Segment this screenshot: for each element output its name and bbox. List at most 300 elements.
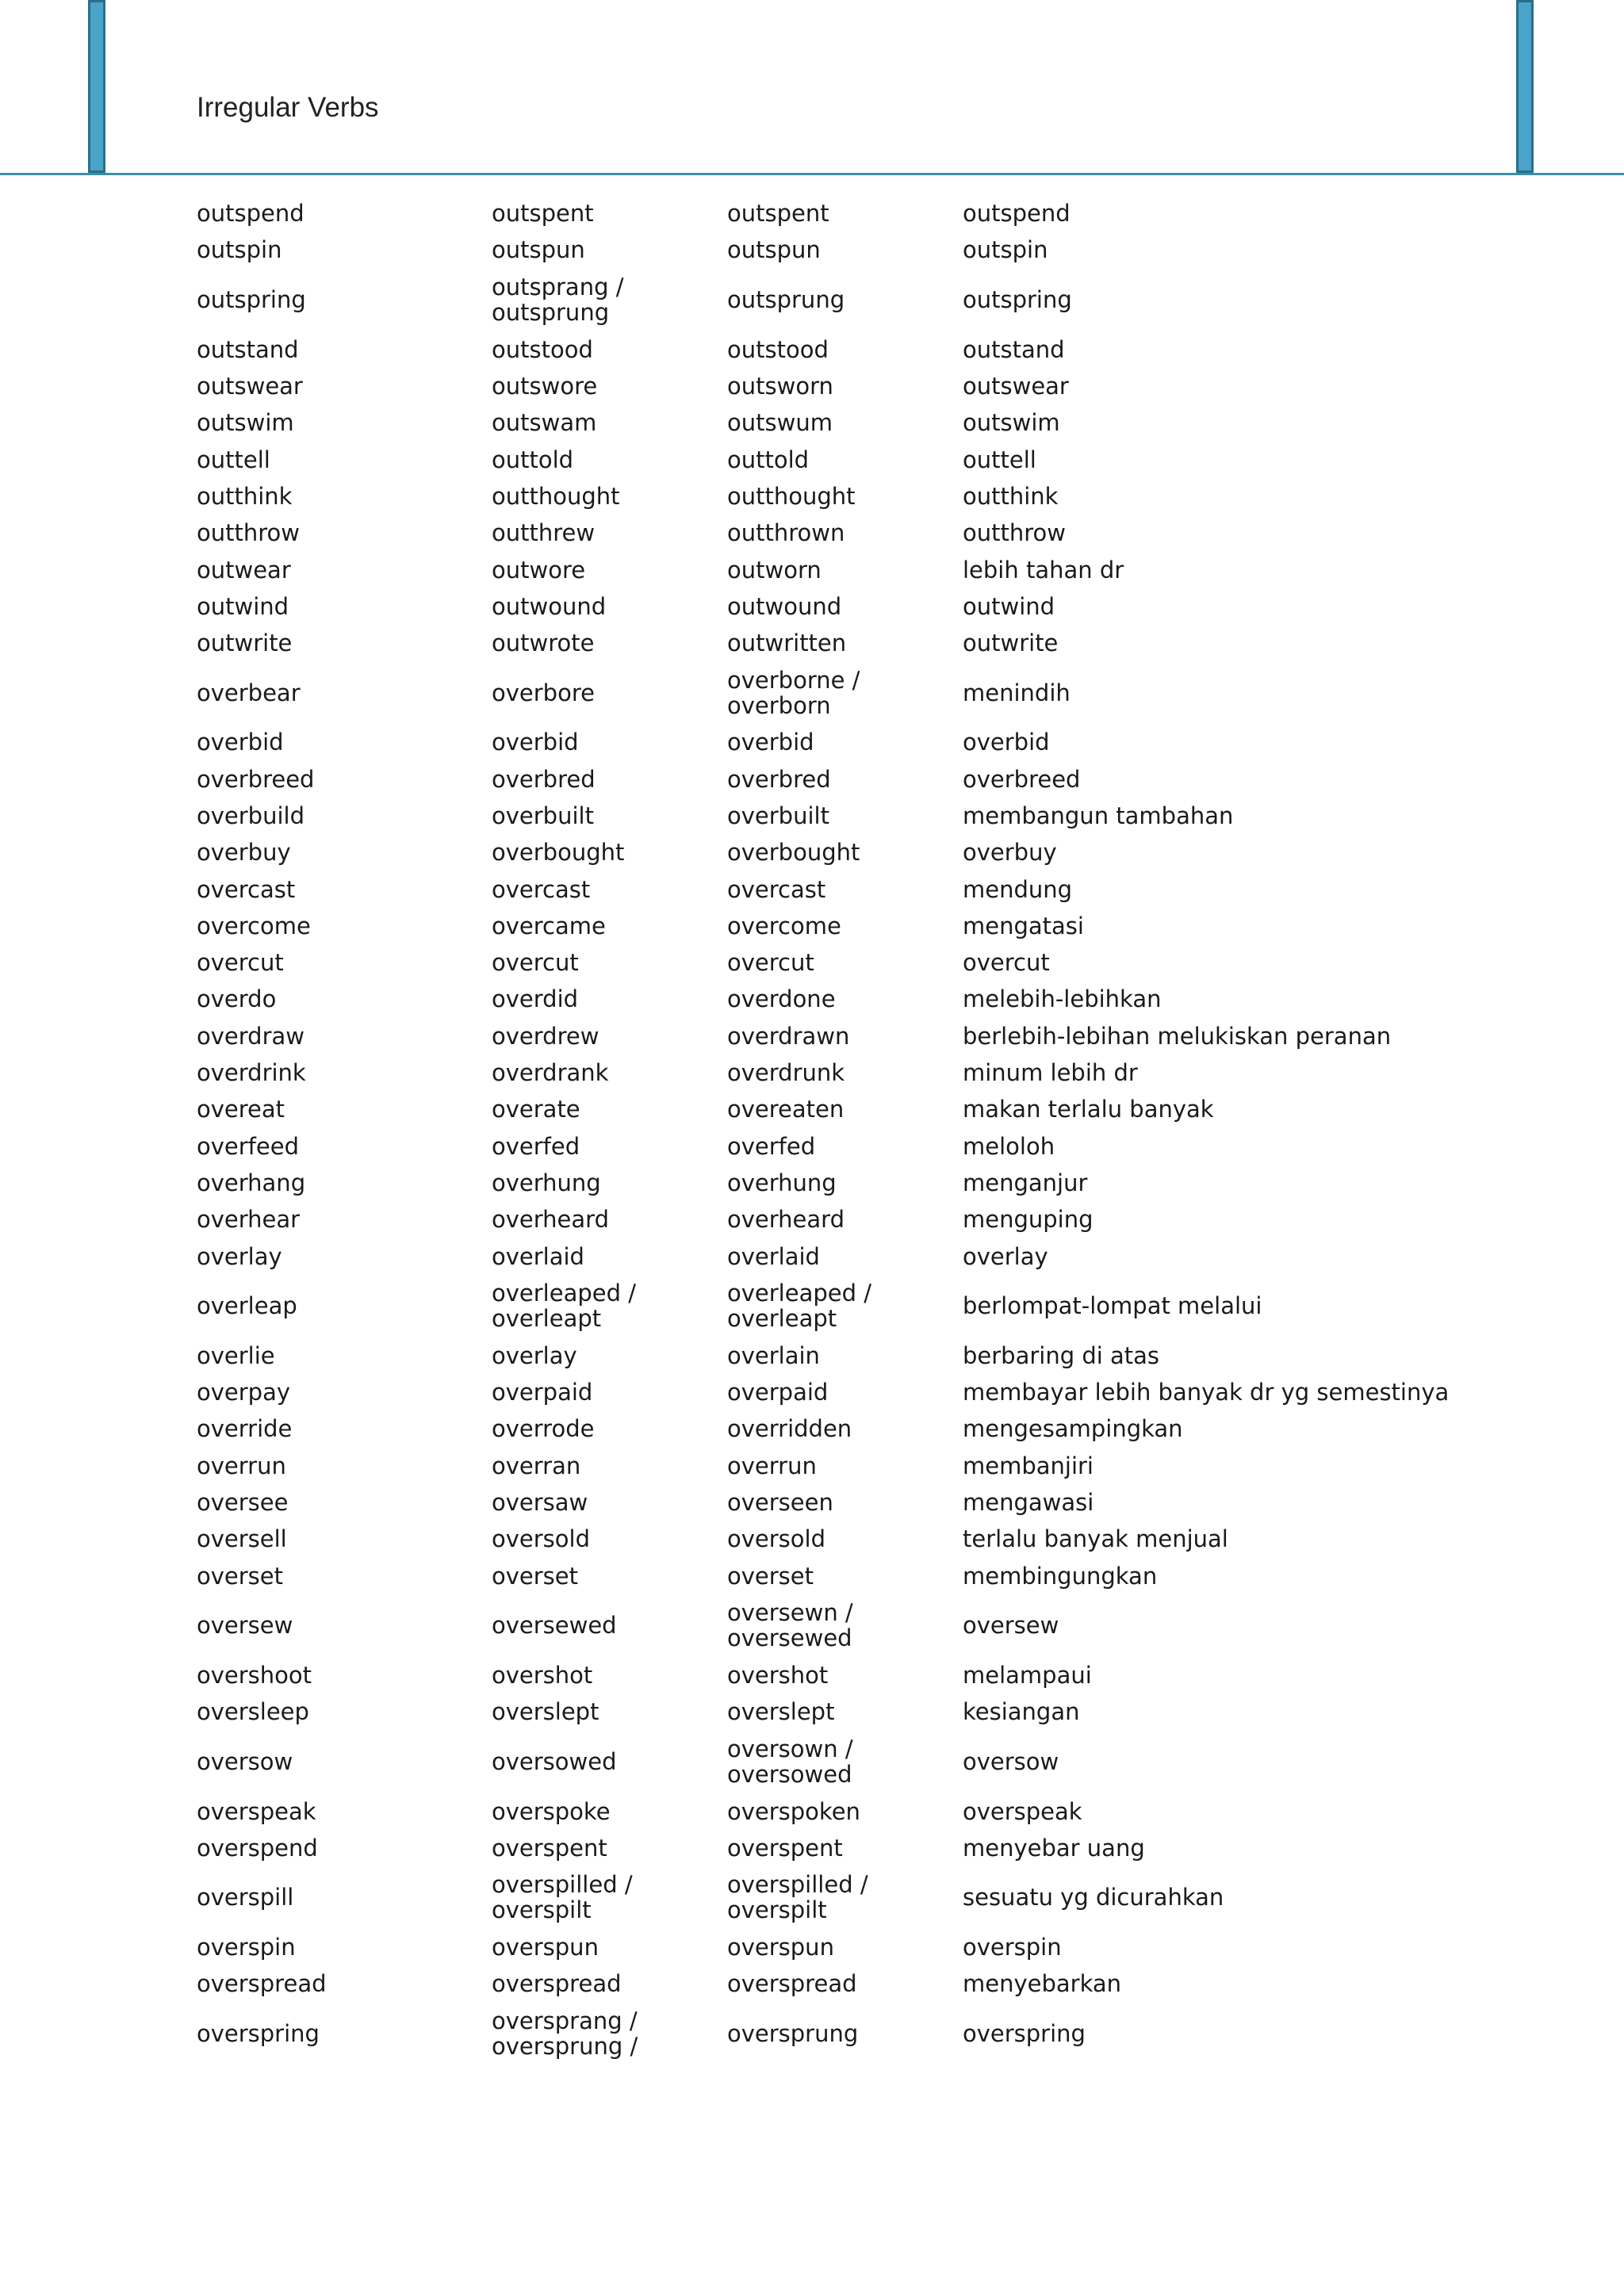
past-participle-cell [727, 404, 963, 441]
cell-text: overspilled / [727, 1871, 868, 1899]
cell-text: outspend [197, 200, 304, 228]
past-simple-cell [492, 1693, 727, 1730]
meaning-cell [963, 761, 1481, 798]
cell-text: overdrink [197, 1059, 306, 1087]
cell-text: oversewed [727, 1624, 852, 1652]
base-form-cell [197, 2003, 492, 2065]
cell-text: overleapt [727, 1305, 837, 1333]
header-accent-bar-left [88, 0, 105, 173]
cell-text: overset [492, 1562, 578, 1590]
cell-text: berlompat-lompat melalui [963, 1292, 1262, 1320]
meaning-cell [963, 798, 1481, 834]
past-simple-cell [492, 1657, 727, 1693]
meaning-cell [963, 1521, 1481, 1557]
cell-text: overcome [197, 912, 311, 939]
base-form-cell [197, 1091, 492, 1127]
cell-text: outspring [197, 286, 306, 314]
cell-text: outsworn [727, 373, 833, 400]
meaning-cell [963, 1448, 1481, 1484]
meaning-cell [963, 1866, 1481, 1929]
past-simple-cell [492, 232, 727, 268]
past-participle-cell [727, 1965, 963, 2002]
past-simple-cell [492, 1238, 727, 1274]
cell-text: oversew [963, 1612, 1059, 1640]
base-form-cell [197, 588, 492, 625]
table-row [197, 588, 1481, 625]
past-simple-cell [492, 798, 727, 834]
cell-text: overspring [963, 2020, 1086, 2048]
cell-text: overleaped / [727, 1280, 871, 1307]
past-participle-cell [727, 1448, 963, 1484]
cell-text: overspilled / [492, 1871, 633, 1899]
cell-text: outspin [963, 236, 1048, 264]
cell-text: overrun [727, 1452, 817, 1479]
table-row [197, 834, 1481, 871]
cell-text: overbreed [963, 765, 1081, 793]
past-simple-cell [492, 1018, 727, 1054]
base-form-cell [197, 441, 492, 477]
header-accent-bar-right [1516, 0, 1534, 173]
meaning-cell [963, 1730, 1481, 1793]
past-simple-cell [492, 331, 727, 368]
table-row [197, 944, 1481, 981]
past-simple-cell [492, 724, 727, 760]
cell-text: overheard [492, 1206, 609, 1234]
cell-text: overdrunk [727, 1059, 845, 1087]
past-participle-cell [727, 761, 963, 798]
table-row [197, 1374, 1481, 1410]
past-participle-cell [727, 1165, 963, 1201]
base-form-cell [197, 1730, 492, 1793]
cell-text: overcast [727, 875, 826, 903]
past-participle-cell [727, 1866, 963, 1929]
cell-text: overbought [492, 839, 625, 867]
page-title: Irregular Verbs [197, 92, 379, 123]
cell-text: overrun [197, 1452, 286, 1479]
table-row [197, 1929, 1481, 1965]
past-participle-cell [727, 1054, 963, 1091]
table-row [197, 1018, 1481, 1054]
cell-text: overlay [492, 1341, 577, 1369]
cell-text: mendung [963, 875, 1073, 903]
meaning-cell [963, 1165, 1481, 1201]
cell-text: overspin [197, 1934, 296, 1961]
cell-text: overcast [492, 875, 591, 903]
past-participle-cell [727, 625, 963, 661]
cell-text: menyebarkan [963, 1970, 1122, 1998]
cell-text: overleapt [492, 1305, 602, 1333]
past-participle-cell [727, 232, 963, 268]
cell-text: outwind [963, 592, 1055, 620]
cell-text: outwind [197, 592, 289, 620]
past-simple-cell [492, 1594, 727, 1657]
cell-text: outwore [492, 556, 586, 584]
cell-text: outswear [197, 373, 303, 400]
meaning-cell [963, 1558, 1481, 1594]
cell-text: overleaped / [492, 1280, 636, 1307]
base-form-cell [197, 798, 492, 834]
past-simple-cell [492, 515, 727, 551]
past-simple-cell [492, 944, 727, 981]
cell-text: mengatasi [963, 912, 1084, 939]
meaning-cell [963, 2003, 1481, 2065]
past-participle-cell [727, 1830, 963, 1866]
past-participle-cell [727, 724, 963, 760]
cell-text: overlain [727, 1341, 820, 1369]
cell-text: sesuatu yg dicurahkan [963, 1884, 1224, 1911]
cell-text: membanjiri [963, 1452, 1094, 1479]
past-simple-cell [492, 1484, 727, 1521]
cell-text: oversprung [727, 2020, 859, 2048]
cell-text: overbought [727, 839, 860, 867]
cell-text: outworn [727, 556, 822, 584]
past-participle-cell [727, 515, 963, 551]
past-simple-cell [492, 1448, 727, 1484]
past-participle-cell [727, 195, 963, 232]
base-form-cell [197, 368, 492, 404]
cell-text: outwrote [492, 629, 595, 657]
cell-text: overlie [197, 1341, 275, 1369]
cell-text: overcame [492, 912, 606, 939]
cell-text: outthrown [727, 519, 845, 547]
base-form-cell [197, 1558, 492, 1594]
past-participle-cell [727, 798, 963, 834]
meaning-cell [963, 478, 1481, 515]
meaning-cell [963, 1965, 1481, 2002]
past-simple-cell [492, 1929, 727, 1965]
past-simple-cell [492, 478, 727, 515]
table-row [197, 269, 1481, 331]
cell-text: outthrow [963, 519, 1066, 547]
past-simple-cell [492, 195, 727, 232]
meaning-cell [963, 661, 1481, 724]
meaning-cell [963, 1484, 1481, 1521]
cell-text: outsprung [492, 299, 610, 327]
table-row [197, 441, 1481, 477]
past-participle-cell [727, 1484, 963, 1521]
cell-text: overbreed [197, 765, 315, 793]
table-row [197, 331, 1481, 368]
meaning-cell [963, 269, 1481, 331]
past-simple-cell [492, 1091, 727, 1127]
table-row [197, 1201, 1481, 1238]
table-row [197, 625, 1481, 661]
cell-text: overbuilt [492, 802, 594, 829]
past-participle-cell [727, 1730, 963, 1793]
meaning-cell [963, 1201, 1481, 1238]
cell-text: outspun [492, 236, 585, 264]
past-participle-cell [727, 1410, 963, 1447]
past-simple-cell [492, 834, 727, 871]
table-row [197, 724, 1481, 760]
cell-text: menindih [963, 679, 1071, 706]
cell-text: outspent [492, 200, 594, 228]
cell-text: outswum [727, 409, 833, 437]
cell-text: outthought [727, 482, 856, 510]
table-row [197, 1238, 1481, 1274]
cell-text: meloloh [963, 1132, 1055, 1160]
table-row [197, 1558, 1481, 1594]
meaning-cell [963, 1275, 1481, 1337]
cell-text: oversow [197, 1747, 293, 1775]
base-form-cell [197, 1521, 492, 1557]
base-form-cell [197, 834, 492, 871]
base-form-cell [197, 1594, 492, 1657]
meaning-cell [963, 944, 1481, 981]
cell-text: kesiangan [963, 1698, 1080, 1726]
cell-text: overpaid [492, 1379, 593, 1406]
verb-table-body [197, 195, 1481, 2065]
base-form-cell [197, 1657, 492, 1693]
cell-text: overspent [492, 1834, 607, 1862]
cell-text: menyebar uang [963, 1834, 1145, 1862]
past-simple-cell [492, 1830, 727, 1866]
cell-text: melebih-lebihkan [963, 985, 1162, 1013]
table-row [197, 1866, 1481, 1929]
cell-text: overspeak [963, 1797, 1082, 1825]
verb-table [197, 195, 1481, 2065]
cell-text: overbuilt [727, 802, 829, 829]
cell-text: outwound [492, 592, 607, 620]
base-form-cell [197, 761, 492, 798]
cell-text: outthought [492, 482, 620, 510]
cell-text: overspill [197, 1884, 294, 1911]
cell-text: overspend [197, 1834, 318, 1862]
cell-text: overdid [492, 985, 579, 1013]
cell-text: overcome [727, 912, 841, 939]
past-simple-cell [492, 1793, 727, 1829]
base-form-cell [197, 1337, 492, 1374]
cell-text: overhear [197, 1206, 301, 1234]
cell-text: mengesampingkan [963, 1415, 1183, 1443]
table-row [197, 1091, 1481, 1127]
cell-text: outsprang / [492, 274, 624, 301]
past-participle-cell [727, 478, 963, 515]
cell-text: overate [492, 1096, 580, 1123]
cell-text: overspilt [492, 1896, 592, 1924]
past-simple-cell [492, 1866, 727, 1929]
cell-text: berbaring di atas [963, 1341, 1160, 1369]
table-row [197, 1128, 1481, 1165]
cell-text: overspread [492, 1970, 622, 1998]
table-row [197, 1965, 1481, 2002]
cell-text: overspeak [197, 1797, 316, 1825]
meaning-cell [963, 1128, 1481, 1165]
base-form-cell [197, 232, 492, 268]
cell-text: membingungkan [963, 1562, 1158, 1590]
past-participle-cell [727, 834, 963, 871]
cell-text: overrode [492, 1415, 595, 1443]
base-form-cell [197, 981, 492, 1017]
table-row [197, 1693, 1481, 1730]
cell-text: melampaui [963, 1661, 1092, 1689]
cell-text: outtell [197, 446, 270, 473]
cell-text: overbuild [197, 802, 304, 829]
cell-text: outthrow [197, 519, 300, 547]
cell-text: overeat [197, 1096, 285, 1123]
cell-text: outsprung [727, 286, 845, 314]
cell-text: overspread [197, 1970, 327, 1998]
past-participle-cell [727, 368, 963, 404]
table-row [197, 981, 1481, 1017]
past-simple-cell [492, 871, 727, 907]
cell-text: outswim [963, 409, 1060, 437]
cell-text: overridden [727, 1415, 852, 1443]
meaning-cell [963, 1929, 1481, 1965]
cell-text: outstood [492, 335, 593, 363]
base-form-cell [197, 195, 492, 232]
past-participle-cell [727, 1201, 963, 1238]
past-simple-cell [492, 625, 727, 661]
meaning-cell [963, 441, 1481, 477]
cell-text: oversew [197, 1612, 293, 1640]
cell-text: overcut [197, 949, 284, 977]
cell-text: overborn [727, 691, 831, 719]
table-row [197, 368, 1481, 404]
meaning-cell [963, 515, 1481, 551]
cell-text: overdo [197, 985, 277, 1013]
cell-text: overbore [492, 679, 595, 706]
meaning-cell [963, 331, 1481, 368]
cell-text: override [197, 1415, 293, 1443]
cell-text: overbuy [963, 839, 1057, 867]
meaning-cell [963, 1238, 1481, 1274]
cell-text: overset [197, 1562, 283, 1590]
cell-text: overdrew [492, 1022, 599, 1050]
past-participle-cell [727, 1521, 963, 1557]
cell-text: overbid [727, 729, 814, 756]
cell-text: menguping [963, 1206, 1094, 1234]
cell-text: overlay [963, 1242, 1048, 1270]
cell-text: oversowed [492, 1747, 617, 1775]
cell-text: overspun [492, 1934, 599, 1961]
cell-text: berlebih-lebihan melukiskan peranan [963, 1022, 1392, 1050]
cell-text: minum lebih dr [963, 1059, 1138, 1087]
cell-text: overshoot [197, 1661, 312, 1689]
base-form-cell [197, 1448, 492, 1484]
meaning-cell [963, 1657, 1481, 1693]
table-row [197, 232, 1481, 268]
meaning-cell [963, 1054, 1481, 1091]
meaning-cell [963, 871, 1481, 907]
past-simple-cell [492, 368, 727, 404]
cell-text: lebih tahan dr [963, 556, 1124, 584]
cell-text: oversewn / [727, 1599, 853, 1627]
meaning-cell [963, 404, 1481, 441]
cell-text: outthink [963, 482, 1059, 510]
cell-text: terlalu banyak menjual [963, 1525, 1228, 1553]
past-participle-cell [727, 1128, 963, 1165]
meaning-cell [963, 1374, 1481, 1410]
cell-text: outthink [197, 482, 293, 510]
past-participle-cell [727, 1793, 963, 1829]
table-row [197, 1054, 1481, 1091]
cell-text: overlay [197, 1242, 282, 1270]
base-form-cell [197, 871, 492, 907]
past-participle-cell [727, 1693, 963, 1730]
table-row [197, 1521, 1481, 1557]
cell-text: overcut [963, 949, 1050, 977]
cell-text: oversold [492, 1525, 590, 1553]
past-participle-cell [727, 1275, 963, 1337]
cell-text: overpay [197, 1379, 291, 1406]
base-form-cell [197, 1201, 492, 1238]
past-simple-cell [492, 761, 727, 798]
cell-text: outstand [197, 335, 299, 363]
past-participle-cell [727, 2003, 963, 2065]
cell-text: overspilt [727, 1896, 827, 1924]
table-row [197, 404, 1481, 441]
cell-text: overshot [727, 1661, 829, 1689]
cell-text: overhung [727, 1169, 837, 1196]
table-row [197, 515, 1481, 551]
cell-text: oversold [727, 1525, 825, 1553]
table-row [197, 1275, 1481, 1337]
meaning-cell [963, 981, 1481, 1017]
past-participle-cell [727, 588, 963, 625]
header-divider [0, 173, 1624, 175]
cell-text: makan terlalu banyak [963, 1096, 1214, 1123]
base-form-cell [197, 1693, 492, 1730]
cell-text: oversewed [492, 1612, 617, 1640]
meaning-cell [963, 834, 1481, 871]
past-participle-cell [727, 1238, 963, 1274]
cell-text: menganjur [963, 1169, 1088, 1196]
cell-text: oversleep [197, 1698, 309, 1726]
table-row [197, 1410, 1481, 1447]
base-form-cell [197, 1830, 492, 1866]
cell-text: overleap [197, 1292, 297, 1320]
cell-text: overheard [727, 1206, 845, 1234]
base-form-cell [197, 724, 492, 760]
base-form-cell [197, 1965, 492, 2002]
cell-text: overlaid [727, 1242, 820, 1270]
cell-text: overspun [727, 1934, 834, 1961]
meaning-cell [963, 1830, 1481, 1866]
base-form-cell [197, 944, 492, 981]
table-row [197, 761, 1481, 798]
meaning-cell [963, 588, 1481, 625]
cell-text: overlaid [492, 1242, 584, 1270]
past-participle-cell [727, 1594, 963, 1657]
meaning-cell [963, 1594, 1481, 1657]
table-row [197, 1484, 1481, 1521]
cell-text: overfed [727, 1132, 816, 1160]
cell-text: overhang [197, 1169, 306, 1196]
past-participle-cell [727, 331, 963, 368]
base-form-cell [197, 1410, 492, 1447]
base-form-cell [197, 478, 492, 515]
cell-text: overset [727, 1562, 814, 1590]
cell-text: oversown / [727, 1735, 853, 1762]
cell-text: overborne / [727, 666, 860, 694]
cell-text: outspun [727, 236, 821, 264]
cell-text: outswim [197, 409, 294, 437]
cell-text: outtold [727, 446, 810, 473]
cell-text: outspin [197, 236, 282, 264]
base-form-cell [197, 515, 492, 551]
cell-text: overshot [492, 1661, 593, 1689]
cell-text: overbid [197, 729, 284, 756]
cell-text: oversprung / [492, 2033, 638, 2061]
past-simple-cell [492, 1275, 727, 1337]
cell-text: overbid [963, 729, 1050, 756]
cell-text: overbred [727, 765, 831, 793]
past-simple-cell [492, 551, 727, 587]
past-participle-cell [727, 1657, 963, 1693]
past-simple-cell [492, 1730, 727, 1793]
past-simple-cell [492, 1054, 727, 1091]
